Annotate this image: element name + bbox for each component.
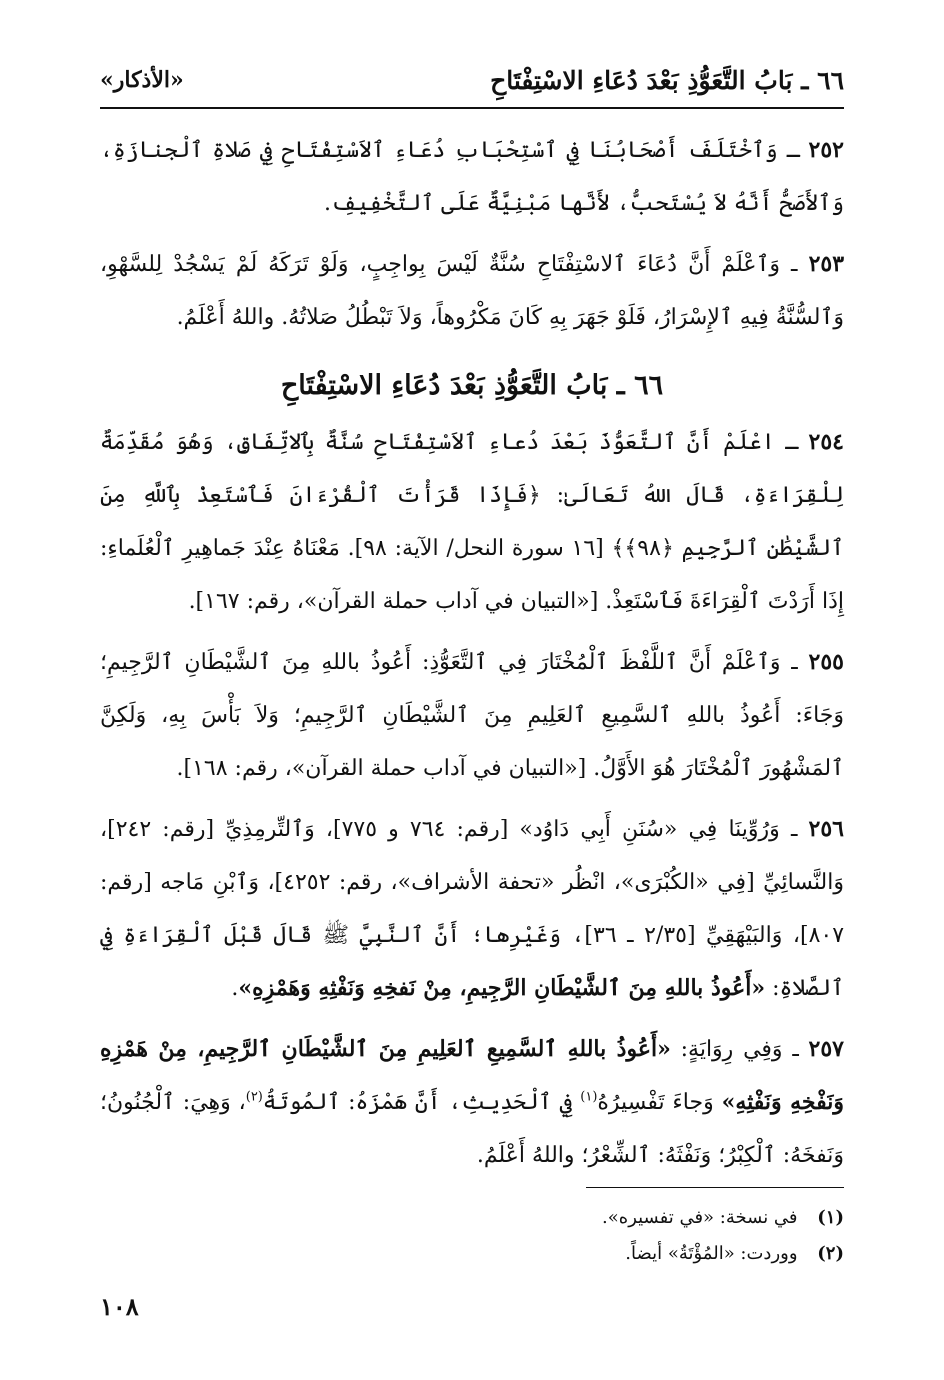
paragraph-255 xyxy=(100,636,844,795)
paragraph-257 xyxy=(100,1023,844,1182)
footnote-1 xyxy=(100,1200,844,1236)
paragraph-252 xyxy=(100,124,844,230)
paragraph-253 xyxy=(100,238,844,344)
running-header xyxy=(100,60,844,100)
paragraph-text: ـ اعْلَمْ أَنَّ ٱلتَّعَوُّذَ بَعْدَ دُعاءِ ٱلاَسْتِفْتَاحِ سُنَّةٌ بِٱلاتِّفَاقِ، وَهُوَ مُقَدِّمَةٌ لِلْقِرَاءَةِ، قَالَ اللهُ تَعَالَىٰ: ﴿فَإِذَا قَرَأْتَ ٱلْقُرْءَانَ فَٱسْتَعِذْ بِٱللَّهِ مِنَ ٱلشَّيْطَٰنِ ٱلرَّجِيمِ ﴿٩٨﴾﴾ [١٦ سورة النحل/ الآية: ٩٨]. مَعْنَاهُ عِنْدَ جَماهِيرِ ٱلْعُلَماءِ: إِذَا أَرَدْتَ ٱلْقِرَاءَةَ فَٱسْتَعِذْ. [«التبيان في آداب حملة القرآن»، رقم: ١٦٧]. xyxy=(100,430,845,614)
footnote-divider xyxy=(586,1187,844,1188)
running-header-book-title: «الأذكار» xyxy=(100,67,184,93)
page-number: ١٠٨ xyxy=(100,1292,139,1321)
paragraph-text-end: . xyxy=(231,976,239,1001)
footnotes xyxy=(100,1200,844,1272)
footnote-number: (١) xyxy=(817,1207,844,1228)
paragraph-number: ٢٥٥ xyxy=(808,649,844,675)
footnote-number: (٢) xyxy=(817,1243,844,1264)
paragraph-text-mid2: فِي ٱلْحَدِيثِ، أَنَّ هَمْزَهُ: ٱلمُوتَةُ xyxy=(262,1090,573,1115)
paragraph-number: ٢٥٧ xyxy=(808,1036,844,1062)
paragraph-text: ـ وَٱخْتَلَفَ أَصْحَابُنَا فِي ٱسْتِحْبَابِ دُعَاءِ ٱلاَسْتِفْتَاحِ فِي صَلاةِ ٱلْجنازَةِ، وَٱلأَصَحُّ أَنَّهُ لاَ يُسْتَحبُّ، لأَنَّها مَبْنِيَّةٌ عَلَى ٱلتَّخْفِيفِ. xyxy=(100,138,844,216)
footnote-text: في نسخة: «في تفسيره». xyxy=(602,1207,798,1228)
paragraph-text-mid: وَجاءَ تَفْسِيرُهُ xyxy=(597,1090,714,1115)
paragraph-text: ـ وَرُوِّينَا فِي «سُنَنِ أَبِي دَاوُد» [رقم: ٧٦٤ و ٧٧٥]، وَٱلتِّرمِذِيِّ [رقم: ٢٤٢]، وَالنَّسائِيِّ [فِي «الكُبْرَى»، انْظُر «تحفة الأشراف»، رقم: ٤٢٥٢]، وَٱبْنِ مَاجه [رقم: ٨٠٧]، وَالبَيْهَقِيِّ [٢/٣٥ ـ ٣٦]، وَغَيْرِها؛ أَنَّ ٱلنَّبِيَّ ﷺ قَالَ قَبْلَ ٱلْقِرَاءَةِ فِي ٱلصَّلاةِ: xyxy=(100,817,845,1001)
paragraph-number: ٢٥٤ xyxy=(808,429,844,455)
paragraph-number: ٢٥٣ xyxy=(808,251,845,277)
section-heading: ٦٦ ـ بَابُ التَّعَوُّذِ بَعْدَ دُعَاءِ الاسْتِفْتَاحِ xyxy=(280,370,664,401)
paragraph-256 xyxy=(100,803,844,1015)
hadith-quote: «أَعُوذُ باللهِ مِنَ ٱلشَّيْطَانِ الرَّجِيمِ، مِنْ نَفخِهِ وَنَفْثِهِ وَهَمْزِهِ» xyxy=(238,975,766,1001)
paragraph-number: ٢٥٢ xyxy=(808,137,844,163)
paragraph-number: ٢٥٦ xyxy=(808,816,844,842)
footnote-text: ووردت: «المُؤْتَةُ» أيضاً. xyxy=(625,1243,798,1264)
footnote-ref-2[interactable]: (٢) xyxy=(245,1089,263,1105)
header-divider xyxy=(100,107,844,109)
paragraph-text-end: ، وَهِيَ: ٱلْجُنُونُ؛ وَنَفخَهُ: ٱلْكِبْرُ؛ وَنَفْثَهُ: ٱلشِّعْرُ؛ واللهُ أَعْلَمُ. xyxy=(100,1090,844,1168)
running-header-chapter-title: ٦٦ ـ بَابُ التَّعَوُّذِ بَعْدَ دُعَاءِ الاسْتِفْتَاحِ xyxy=(490,65,844,95)
paragraph-254 xyxy=(100,416,844,628)
main-text xyxy=(100,124,844,1190)
paragraph-text: ـ وَٱعْلَمْ أَنَّ ٱللَّفْظَ ٱلْمُخْتَارَ فِي ٱلتَّعَوُّذِ: أَعُوذُ باللهِ مِنَ ٱلشَّيْطَانِ ٱلرَّجِيمِ؛ وَجَاءَ: أَعُوذُ باللهِ ٱلسَّمِيعِ ٱلعَلِيمِ مِنَ ٱلشَّيْطَانِ ٱلرَّجِيمِ؛ وَلاَ بَأْسَ بِهِ، وَلَكِنَّ ٱلمَشْهُورَ ٱلْمُخْتَارَ هُوَ الأَوَّلُ. [«التبيان في آداب حملة القرآن»، رقم: ١٦٨]. xyxy=(100,650,844,781)
footnote-2 xyxy=(100,1236,844,1272)
paragraph-text: ـ وَفِي رِوَايَةٍ: xyxy=(680,1037,799,1062)
paragraph-text: ـ وَٱعْلَمْ أَنَّ دُعَاءَ ٱلاسْتِفْتَاحِ سُنَّةٌ لَيْسَ بِواجِبٍ، وَلَوْ تَرَكَهُ لَمْ يَسْجُدْ لِلسَّهْوِ، وَٱلسُّنَّةُ فِيهِ ٱلإِسْرَارُ، فَلَوْ جَهَرَ بِهِ كَانَ مَكْرُوهاً، وَلاَ تَبْطُلُ صَلاتُهُ. واللهُ أَعْلَمُ. xyxy=(100,252,844,330)
hadith-quote: «أَعُوذُ باللهِ ٱلسَّمِيعِ ٱلعَلِيمِ مِنَ ٱلشَّيْطَانِ ٱلرَّجِيمِ، مِنْ هَمْزِهِ وَنَفْخِهِ وَنَفْثِهِ» xyxy=(100,1036,845,1115)
footnote-ref-1[interactable]: (١) xyxy=(580,1089,598,1105)
